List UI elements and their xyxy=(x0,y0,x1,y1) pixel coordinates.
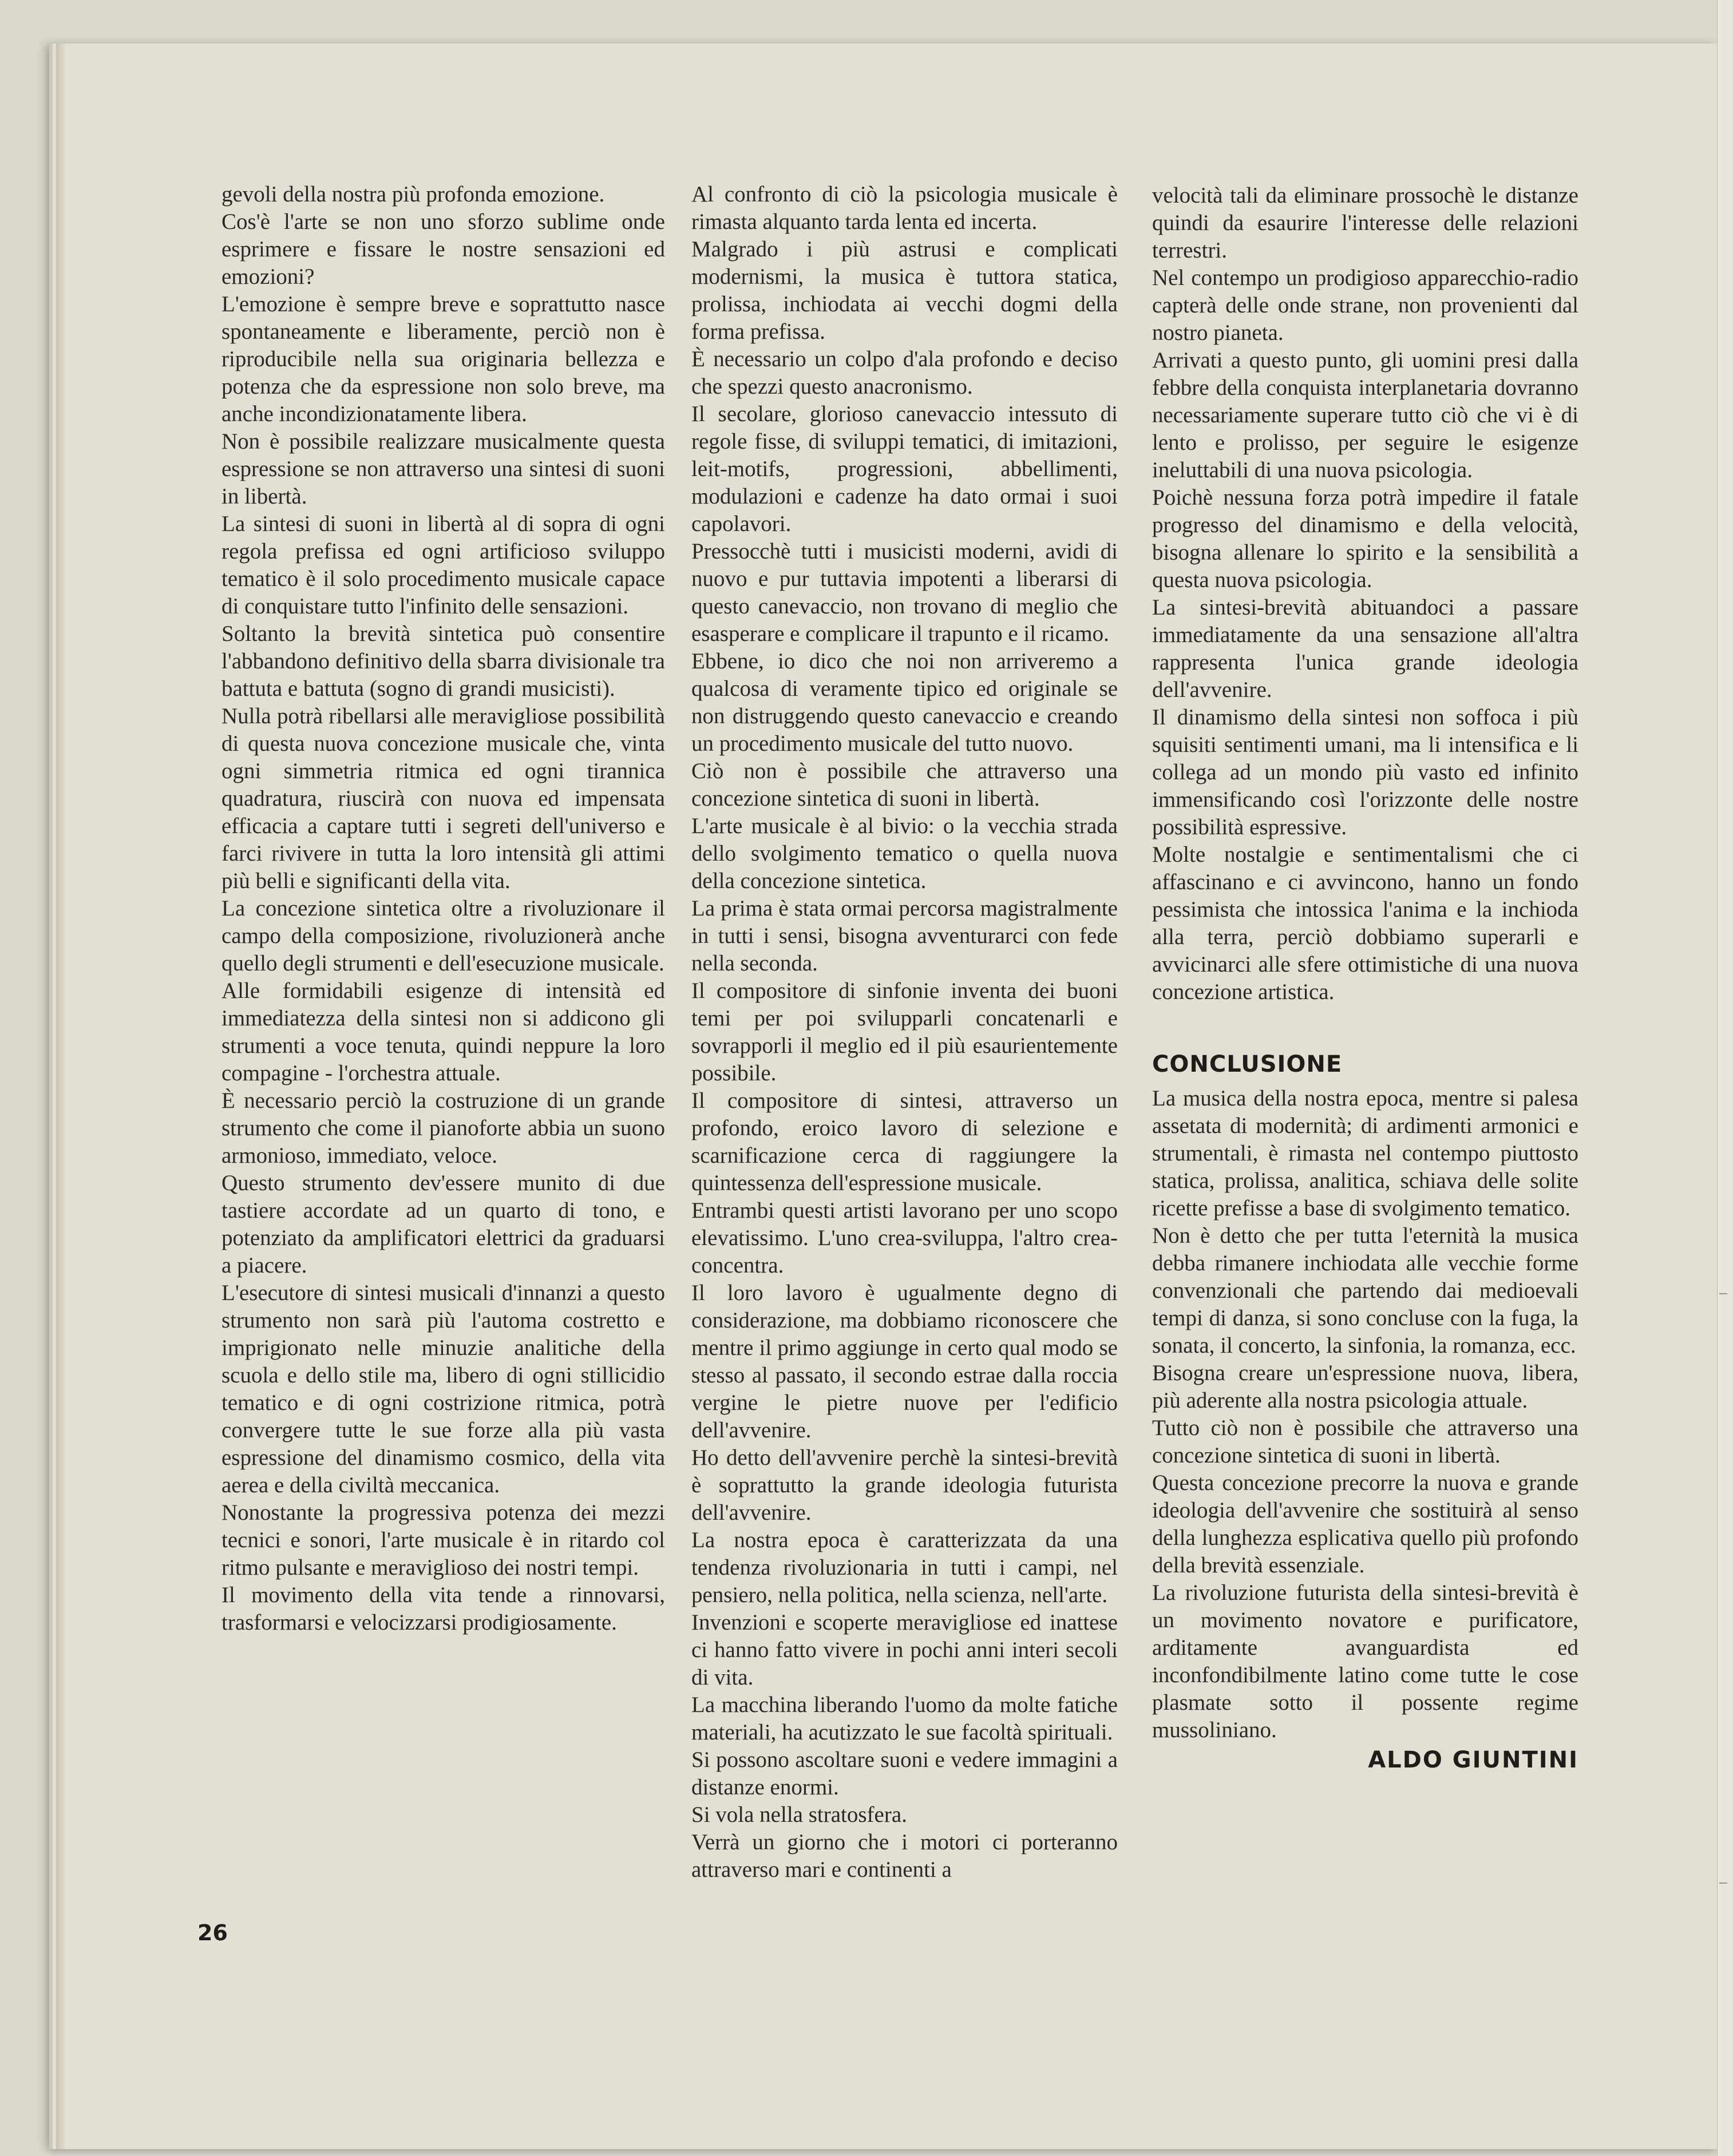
paragraph: La prima è stata ormai percorsa magistralmente in tutti i sensi, bisogna avventurarci con fede nella seconda. xyxy=(691,896,1118,976)
paragraph: La rivoluzione futurista della sintesi-brevità è un movimento novatore e purificatore, arditamente avanguardista ed inconfondibilmente latino come tutte le cose plasmate sotto il possente regime mussoliniano. xyxy=(1152,1580,1578,1742)
paragraph: La nostra epoca è caratterizzata da una tendenza rivoluzionaria in tutti i campi, nel pensiero, nella politica, nella scienza, nell'arte. xyxy=(691,1528,1118,1607)
paragraph: Il loro lavoro è ugualmente degno di considerazione, ma dobbiamo riconoscere che mentre il primo aggiunge in certo qual modo se stesso al passato, il secondo estrae dalla roccia vergine le pietre nuove per l'edificio dell'avvenire. xyxy=(691,1281,1118,1442)
paragraph: Il movimento della vita tende a rinnovarsi, trasformarsi e velocizzarsi prodigiosamente. xyxy=(221,1583,665,1635)
paragraph: Bisogna creare un'espressione nuova, libera, più aderente alla nostra psicologia attuale. xyxy=(1152,1361,1578,1413)
paragraph: velocità tali da eliminare prossochè le distanze quindi da esaurire l'interesse delle relazioni terrestri. xyxy=(1152,183,1578,263)
paragraph: Ciò non è possibile che attraverso una concezione sintetica di suoni in libertà. xyxy=(691,759,1118,811)
paragraph: Soltanto la brevità sintetica può consentire l'abbandono definitivo della sbarra divisionale tra battuta e battuta (sogno di grandi musicisti). xyxy=(221,621,665,701)
paragraph: La sintesi di suoni in libertà al di sopra di ogni regola prefissa ed ogni artificioso sviluppo tematico è il solo procedimento musicale capace di conquistare tutto l'infinito delle sensazioni. xyxy=(221,512,665,619)
paragraph: Non è detto che per tutta l'eternità la musica debba rimanere inchiodata alle vecchie forme convenzionali che partendo dai medioevali tempi di danza, si sono concluse con la fuga, la sonata, il concerto, la sinfonia, la romanza, ecc. xyxy=(1152,1223,1578,1358)
text-column-2 xyxy=(691,181,1118,1884)
author-signature: ALDO GIUNTINI xyxy=(1368,1747,1578,1773)
page-binding-edge xyxy=(56,43,66,2149)
paragraph: L'esecutore di sintesi musicali d'innanzi a questo strumento non sarà più l'automa costretto e imprigionato nelle minuzie analitiche della scuola e dello stile ma, libero di ogni stillicidio tematico e di ogni costrizione ritmica, potrà convergere tutte le sue forze alla più vasta espressione del dinamismo cosmico, della vita aerea e della civiltà meccanica. xyxy=(221,1281,665,1497)
paragraph: Il secolare, glorioso canevaccio intessuto di regole fisse, di sviluppi tematici, di imitazioni, leit-motifs, progressioni, abbellimenti, modulazioni e cadenze ha dato ormai i suoi capolavori. xyxy=(691,402,1118,536)
paragraph: Si vola nella stratosfera. xyxy=(691,1802,907,1827)
paragraph: Al confronto di ciò la psicologia musicale è rimasta alquanto tarda lenta ed incerta. xyxy=(691,182,1118,234)
paragraph: La macchina liberando l'uomo da molte fatiche materiali, ha acutizzato le sue facoltà spirituali. xyxy=(691,1693,1118,1745)
paragraph: L'emozione è sempre breve e soprattutto nasce spontaneamente e liberamente, perciò non è riproducibile nella sua originaria bellezza e potenza che da espressione non solo breve, ma anche incondizionatamente libera. xyxy=(221,292,665,426)
paragraph: gevoli della nostra più profonda emozione. xyxy=(221,182,605,207)
paragraph: Malgrado i più astrusi e complicati modernismi, la musica è tuttora statica, prolissa, inchiodata ai vecchi dogmi della forma prefissa. xyxy=(691,237,1118,344)
text-column-1 xyxy=(221,181,665,1636)
paragraph: L'arte musicale è al bivio: o la vecchia strada dello svolgimento tematico o quella nuova della concezione sintetica. xyxy=(691,814,1118,893)
paragraph: Nonostante la progressiva potenza dei mezzi tecnici e sonori, l'arte musicale è in ritardo col ritmo pulsante e meraviglioso dei nostri tempi. xyxy=(221,1500,665,1580)
paragraph: Nulla potrà ribellarsi alle meravigliose possibilità di questa nuova concezione musicale che, vinta ogni simmetria ritmica ed ogni tirannica quadratura, riuscirà con nuova ed impensata efficacia a captare tutti i segreti dell'universo e farci rivivere in tutta la loro intensità gli attimi più belli e significanti della vita. xyxy=(221,704,665,893)
paragraph: Ebbene, io dico che noi non arriveremo a qualcosa di veramente tipico ed originale se non distruggendo questo canevaccio e creando un procedimento musicale del tutto nuovo. xyxy=(691,649,1118,756)
paragraph: Questa concezione precorre la nuova e grande ideologia dell'avvenire che sostituirà al senso della lunghezza esplicativa quello più profondo della brevità essenziale. xyxy=(1152,1471,1578,1578)
paragraph: Questo strumento dev'essere munito di due tastiere accordate ad un quarto di tono, e potenziato da amplificatori elettrici da graduarsi a piacere. xyxy=(221,1171,665,1278)
paragraph: Pressocchè tutti i musicisti moderni, avidi di nuovo e pur tuttavia impotenti a liberarsi di questo canevaccio, non trovano di meglio che esasperare e complicare il trapunto e il ricamo. xyxy=(691,539,1118,646)
paragraph: Cos'è l'arte se non uno sforzo sublime onde esprimere e fissare le nostre sensazioni ed emozioni? xyxy=(221,209,665,289)
paragraph: Il compositore di sinfonie inventa dei buoni temi per poi svilupparli concatenarli e sovrapporli il meglio ed il più esaurientemente possibile. xyxy=(691,978,1118,1085)
paragraph: Verrà un giorno che i motori ci porteranno attraverso mari e continenti a xyxy=(691,1830,1118,1882)
paragraph: Nel contempo un prodigioso apparecchio-radio capterà delle onde strane, non provenienti dal nostro pianeta. xyxy=(1152,265,1578,345)
paragraph: È necessario un colpo d'ala profondo e deciso che spezzi questo anacronismo. xyxy=(691,347,1118,399)
section-heading-conclusione: CONCLUSIONE xyxy=(1152,1051,1343,1077)
paragraph: La sintesi-brevità abituandoci a passare immediatamente da una sensazione all'altra rappresenta l'unica grande ideologia dell'avvenire. xyxy=(1152,595,1578,702)
paragraph: Tutto ciò non è possibile che attraverso una concezione sintetica di suoni in libertà. xyxy=(1152,1416,1578,1468)
paragraph: Invenzioni e scoperte meravigliose ed inattese ci hanno fatto vivere in pochi anni interi secoli di vita. xyxy=(691,1610,1118,1690)
scan-ruler-strip xyxy=(1717,0,1733,2156)
paragraph: Arrivati a questo punto, gli uomini presi dalla febbre della conquista interplanetaria dovranno necessariamente superare tutto ciò che vi è di lento e prolisso, per seguire le esigenze ineluttabili di una nuova psicologia. xyxy=(1152,348,1578,482)
paragraph: Il compositore di sintesi, attraverso un profondo, eroico lavoro di selezione e scarnificazione cerca di raggiungere la quintessenza dell'espressione musicale. xyxy=(691,1088,1118,1195)
paragraph: Ho detto dell'avvenire perchè la sintesi-brevità è soprattutto la grande ideologia futurista dell'avvenire. xyxy=(691,1445,1118,1525)
paragraph: Entrambi questi artisti lavorano per uno scopo elevatissimo. L'uno crea-sviluppa, l'altro crea-concentra. xyxy=(691,1198,1118,1278)
page-number: 26 xyxy=(197,1920,228,1945)
paragraph: Alle formidabili esigenze di intensità ed immediatezza della sintesi non si addicono gli strumenti a voce tenuta, quindi neppure la loro compagine - l'orchestra attuale. xyxy=(221,978,665,1085)
paragraph: Il dinamismo della sintesi non soffoca i più squisiti sentimenti umani, ma li intensifica e li collega ad un mondo più vasto ed infinito immensificando così l'orizzonte delle nostre possibilità espressive. xyxy=(1152,705,1578,839)
paragraph: Si possono ascoltare suoni e vedere immagini a distanze enormi. xyxy=(691,1747,1118,1800)
ruler-tick xyxy=(1719,1882,1727,1884)
ruler-tick xyxy=(1719,1293,1727,1294)
paragraph: È necessario perciò la costruzione di un grande strumento che come il pianoforte abbia un suono armonioso, immediato, veloce. xyxy=(221,1088,665,1168)
paragraph: Molte nostalgie e sentimentalismi che ci affascinano e ci avvincono, hanno un fondo pessimista che intossica l'anima e la inchioda alla terra, perciò dobbiamo superarli e avvicinarci alle sfere ottimistiche di una nuova concezione artistica. xyxy=(1152,842,1578,1004)
paragraph: Non è possibile realizzare musicalmente questa espressione se non attraverso una sintesi di suoni in libertà. xyxy=(221,429,665,509)
text-column-3 xyxy=(1152,182,1578,1774)
paragraph: La concezione sintetica oltre a rivoluzionare il campo della composizione, rivoluzionerà anche quello degli strumenti e dell'esecuzione musicale. xyxy=(221,896,665,976)
paragraph: La musica della nostra epoca, mentre si palesa assetata di modernità; di ardimenti armonici e strumentali, è rimasta nel contempo piuttosto statica, prolissa, analitica, schiava delle solite ricette prefisse a base di svolgimento tematico. xyxy=(1152,1086,1578,1220)
paragraph: Poichè nessuna forza potrà impedire il fatale progresso del dinamismo e della velocità, bisogna allenare lo spirito e la sensibilità a questa nuova psicologia. xyxy=(1152,485,1578,592)
